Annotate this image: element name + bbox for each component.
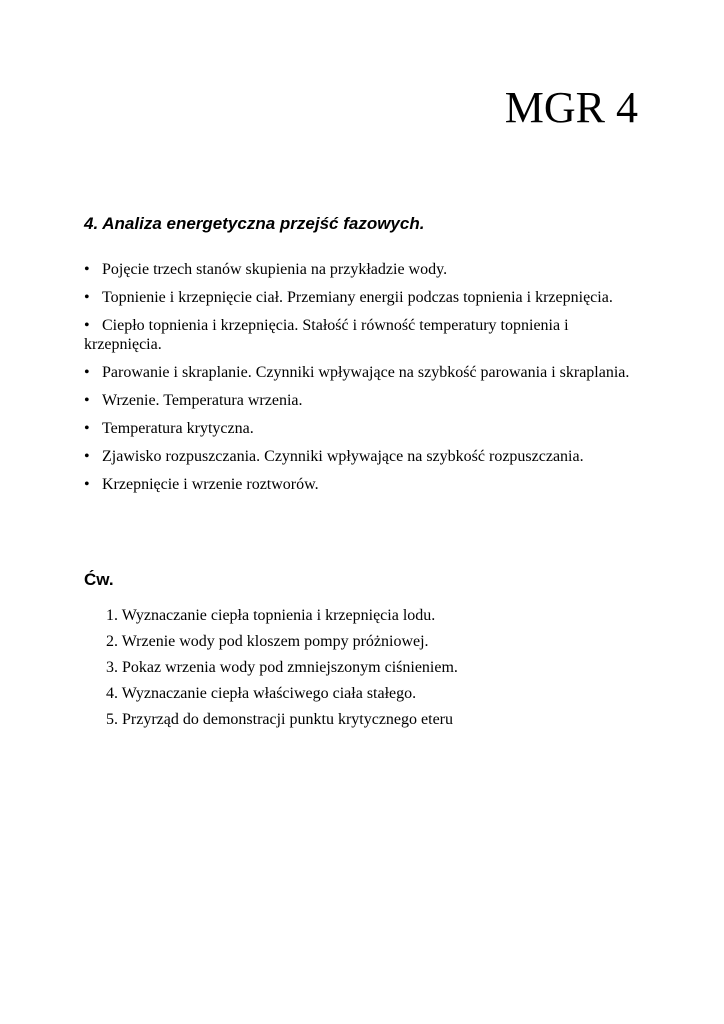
topic-list	[84, 260, 644, 503]
bullet-icon: •	[84, 476, 90, 493]
bullet-icon: •	[84, 392, 90, 409]
page-title: MGR 4	[504, 83, 638, 132]
list-item	[84, 391, 644, 410]
list-item	[84, 419, 644, 438]
list-item	[84, 288, 644, 307]
topic-text: Temperatura krytyczna.	[102, 420, 254, 437]
section-heading: 4. Analiza energetyczna przejść fazowych.	[84, 214, 425, 233]
exercise-item: 2. Wrzenie wody pod kloszem pompy próżniowej.	[106, 633, 429, 650]
bullet-icon: •	[84, 261, 90, 278]
list-item	[84, 475, 644, 494]
bullet-icon: •	[84, 364, 90, 381]
exercise-list	[106, 606, 646, 736]
exercise-item: 3. Pokaz wrzenia wody pod zmniejszonym ciśnieniem.	[106, 659, 458, 676]
topic-text: Krzepnięcie i wrzenie roztworów.	[102, 476, 319, 493]
bullet-icon: •	[84, 420, 90, 437]
topic-text: Wrzenie. Temperatura wrzenia.	[102, 392, 303, 409]
exercise-item: 5. Przyrząd do demonstracji punktu krytycznego eteru	[106, 711, 453, 728]
list-item	[84, 447, 644, 466]
list-item	[84, 316, 644, 354]
bullet-icon: •	[84, 317, 90, 334]
list-item	[84, 363, 644, 382]
topic-text: Parowanie i skraplanie. Czynniki wpływające na szybkość parowania i skraplania.	[102, 364, 630, 381]
bullet-icon: •	[84, 289, 90, 306]
topic-text: Zjawisko rozpuszczania. Czynniki wpływające na szybkość rozpuszczania.	[102, 448, 584, 465]
topic-text: Pojęcie trzech stanów skupienia na przykładzie wody.	[102, 261, 448, 278]
bullet-icon: •	[84, 448, 90, 465]
topic-text: Topnienie i krzepnięcie ciał. Przemiany energii podczas topnienia i krzepnięcia.	[102, 289, 613, 306]
list-item	[84, 260, 644, 279]
exercise-item: 1. Wyznaczanie ciepła topnienia i krzepnięcia lodu.	[106, 607, 436, 624]
exercise-item: 4. Wyznaczanie ciepła właściwego ciała stałego.	[106, 685, 417, 702]
topic-text: Ciepło topnienia i krzepnięcia. Stałość i równość temperatury topnienia i krzepnięcia.	[84, 317, 569, 353]
exercises-heading: Ćw.	[84, 570, 114, 589]
